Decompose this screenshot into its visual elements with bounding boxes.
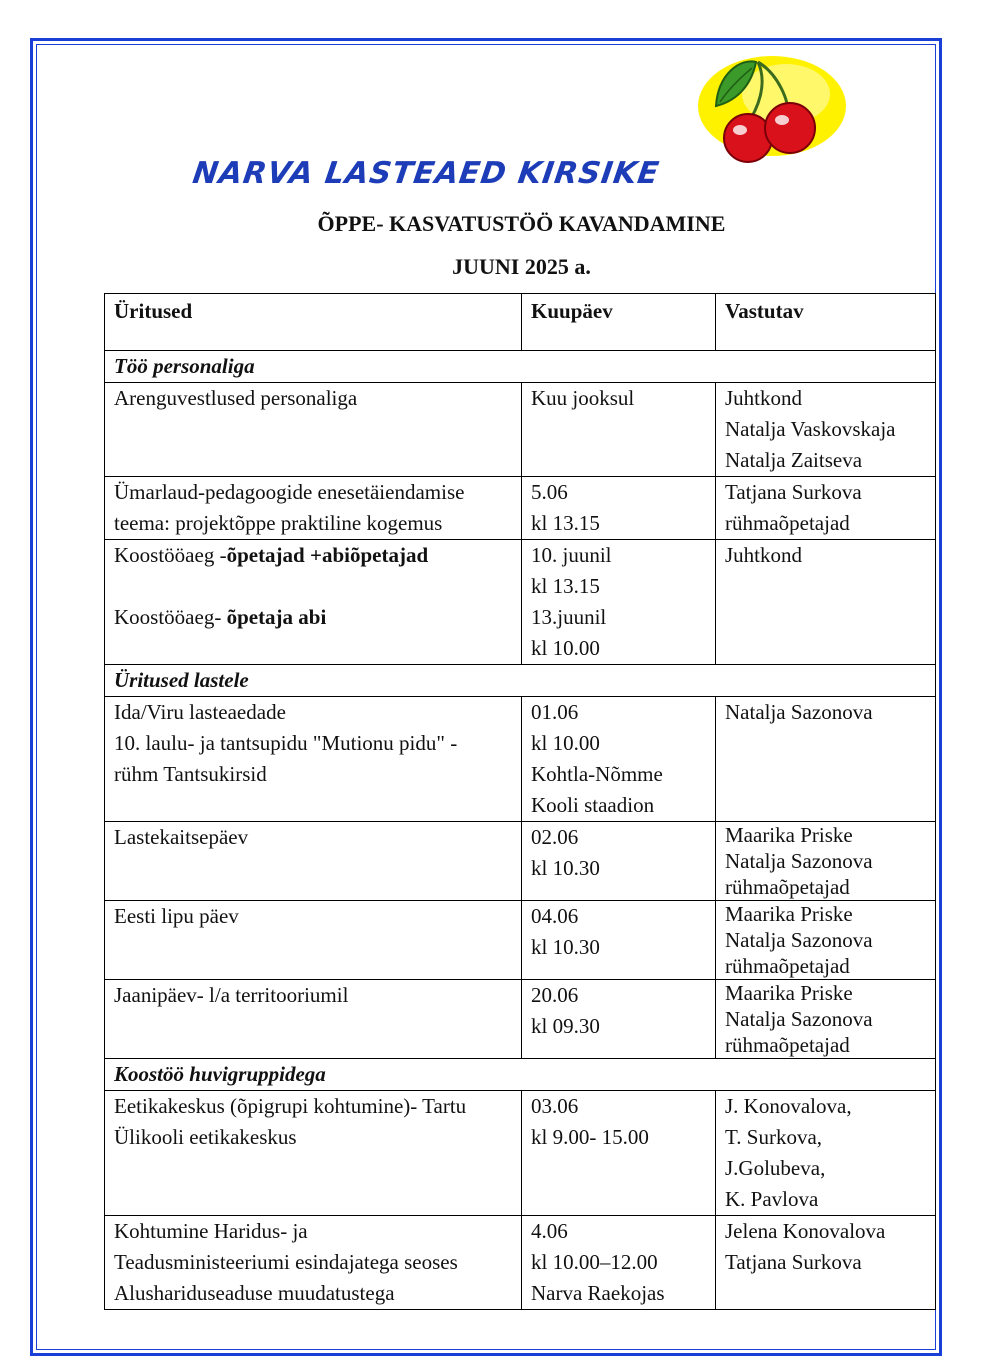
responsible-cell — [716, 822, 936, 901]
plan-table — [104, 293, 936, 1310]
cell-line: Eesti lipu päev — [114, 904, 239, 928]
event-prefix: Koostööaeg- — [114, 605, 227, 629]
document-period: JUUNI 2025 a. — [452, 254, 591, 279]
responsible-cell — [716, 901, 936, 980]
cell-line: Lastekaitsepäev — [114, 825, 249, 849]
cell-line: Natalja Vaskovskaja — [725, 417, 896, 441]
cell-line: Juhtkond — [725, 386, 803, 410]
cell-line: Natalja Sazonova — [725, 1007, 873, 1031]
responsible-cell — [716, 1216, 936, 1310]
cell-line: 01.06 — [531, 700, 579, 724]
cell-line: rühmaõpetajad — [725, 954, 850, 978]
cell-line: 10. laulu- ja tantsupidu "Mutionu pidu" - — [114, 731, 458, 755]
section-title: Koostöö huvigruppidega — [105, 1059, 936, 1091]
responsible-cell — [716, 1091, 936, 1216]
cell-line: Jelena Konovalova — [725, 1219, 886, 1243]
cell-line: 02.06 — [531, 825, 579, 849]
date-cell — [522, 477, 716, 540]
cell-line: kl 9.00- 15.00 — [531, 1125, 649, 1149]
cell-line: Eetikakeskus (õpigrupi kohtumine)- Tartu — [114, 1094, 467, 1118]
date-cell — [522, 822, 716, 901]
date-cell — [522, 1216, 716, 1310]
table-header-row — [105, 294, 936, 351]
organization-title: NARVA LASTEAED KIRSIKE — [190, 156, 662, 191]
cell-line: Ümarlaud-pedagoogide enesetäiendamise — [114, 480, 465, 504]
cell-line: Narva Raekojas — [531, 1281, 665, 1305]
event-cell — [105, 477, 522, 540]
event-cell — [105, 822, 522, 901]
cell-line: Teadusministeeriumi esindajatega seoses — [114, 1250, 458, 1274]
responsible-cell — [716, 697, 936, 822]
table-row — [105, 822, 936, 901]
cell-line: Tatjana Surkova — [725, 480, 862, 504]
cell-line: Natalja Sazonova — [725, 928, 873, 952]
responsible-cell — [716, 383, 936, 477]
cell-line: kl 09.30 — [531, 1014, 600, 1038]
table-row — [105, 477, 936, 540]
cell-line: rühmaõpetajad — [725, 1033, 850, 1057]
cell-line: 4.06 — [531, 1219, 568, 1243]
section-title: Töö personaliga — [105, 351, 936, 383]
cell-line: 5.06 — [531, 480, 568, 504]
date-cell — [522, 697, 716, 822]
section-row — [105, 1059, 936, 1091]
cell-line: 10. juunil — [531, 543, 612, 567]
date-cell — [522, 1091, 716, 1216]
cell-line: 04.06 — [531, 904, 579, 928]
cell-line: Kohtla-Nõmme — [531, 762, 663, 786]
cell-line: kl 10.30 — [531, 856, 600, 880]
cell-line: rühm Tantsukirsid — [114, 762, 267, 786]
event-cell — [105, 901, 522, 980]
cell-line — [114, 540, 513, 571]
event-cell — [105, 540, 522, 665]
cell-line: Jaanipäev- l/a territooriumil — [114, 983, 349, 1007]
cell-line: rühmaõpetajad — [725, 875, 850, 899]
table-row — [105, 540, 936, 665]
cell-line: Maarika Priske — [725, 902, 853, 926]
table-row — [105, 697, 936, 822]
cell-line: J.Golubeva, — [725, 1156, 826, 1180]
column-header-date: Kuupäev — [522, 294, 716, 351]
cell-line: 20.06 — [531, 983, 579, 1007]
cell-line: kl 10.00 — [531, 636, 600, 660]
cell-line: Natalja Sazonova — [725, 700, 873, 724]
cell-line: kl 13.15 — [531, 511, 600, 535]
table-row — [105, 383, 936, 477]
date-cell — [522, 980, 716, 1059]
cell-line: kl 10.30 — [531, 935, 600, 959]
cell-line: Natalja Zaitseva — [725, 448, 863, 472]
cell-line: Kuu jooksul — [531, 386, 635, 410]
event-cell — [105, 980, 522, 1059]
cell-line: Ida/Viru lasteaedade — [114, 700, 286, 724]
cell-line: T. Surkova, — [725, 1125, 823, 1149]
column-header-responsible: Vastutav — [716, 294, 936, 351]
event-cell — [105, 383, 522, 477]
date-cell — [522, 383, 716, 477]
cell-line: Kooli staadion — [531, 793, 655, 817]
document-title: ÕPPE- KASVATUSTÖÖ KAVANDAMINE — [317, 211, 726, 236]
cell-line: Juhtkond — [725, 543, 803, 567]
cell-line: Alushariduseaduse muudatustega — [114, 1281, 395, 1305]
cell-line: K. Pavlova — [725, 1187, 819, 1211]
cell-line: Kohtumine Haridus- ja — [114, 1219, 308, 1243]
date-cell — [522, 901, 716, 980]
table-row — [105, 901, 936, 980]
cell-line: kl 10.00–12.00 — [531, 1250, 658, 1274]
table-row — [105, 1091, 936, 1216]
table-row — [105, 980, 936, 1059]
cell-line: kl 13.15 — [531, 574, 600, 598]
cell-line: Maarika Priske — [725, 823, 853, 847]
cell-line: 13.juunil — [531, 605, 607, 629]
column-header-events: Üritused — [105, 294, 522, 351]
cell-line: Natalja Sazonova — [725, 849, 873, 873]
event-emphasis: õpetaja abi — [226, 605, 327, 629]
section-row — [105, 351, 936, 383]
cell-line: Tatjana Surkova — [725, 1250, 862, 1274]
event-cell — [105, 697, 522, 822]
event-cell — [105, 1091, 522, 1216]
event-emphasis: õpetajad +abiõpetajad — [226, 543, 429, 567]
event-prefix: Koostööaeg - — [114, 543, 227, 567]
event-cell — [105, 1216, 522, 1310]
responsible-cell — [716, 477, 936, 540]
cell-line: rühmaõpetajad — [725, 511, 850, 535]
cell-line: kl 10.00 — [531, 731, 600, 755]
cell-line: teema: projektõppe praktiline kogemus — [114, 511, 443, 535]
responsible-cell — [716, 540, 936, 665]
cell-line: 03.06 — [531, 1094, 579, 1118]
cherry-icon — [688, 54, 848, 166]
cell-line: Maarika Priske — [725, 981, 853, 1005]
section-title: Üritused lastele — [105, 665, 936, 697]
spacer — [114, 571, 513, 602]
cell-line — [114, 602, 513, 633]
table-row — [105, 1216, 936, 1310]
responsible-cell — [716, 980, 936, 1059]
cell-line: Arenguvestlused personaliga — [114, 386, 358, 410]
cell-line: Ülikooli eetikakeskus — [114, 1125, 297, 1149]
section-row — [105, 665, 936, 697]
date-cell — [522, 540, 716, 665]
cell-line: J. Konovalova, — [725, 1094, 852, 1118]
